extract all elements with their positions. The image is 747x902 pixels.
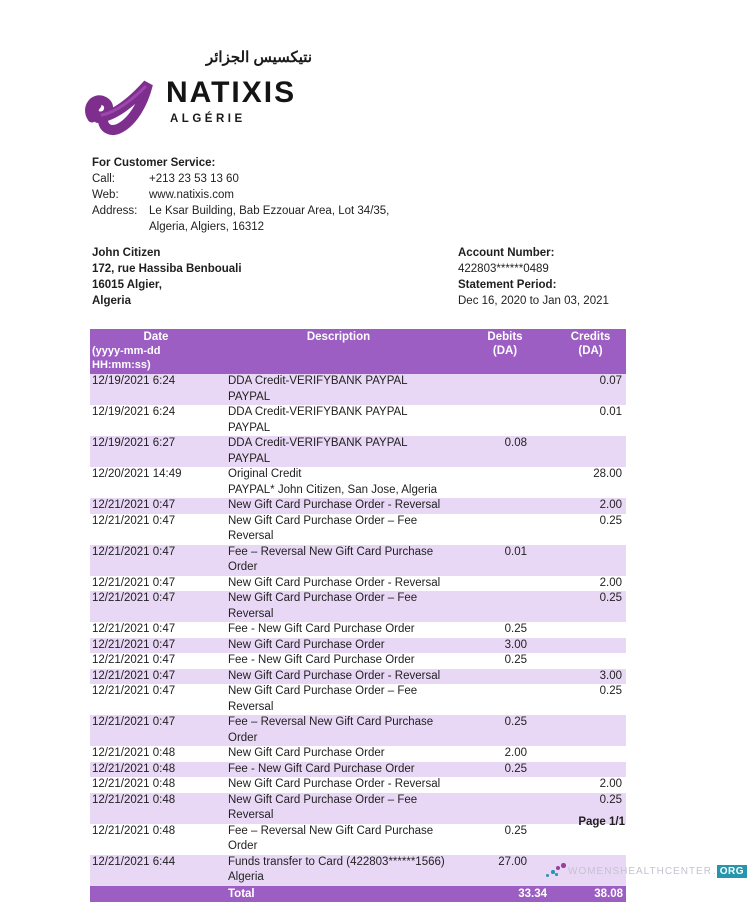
header-description: Description: [306, 331, 371, 343]
cell-description: New Gift Card Purchase Order - Reversal: [228, 499, 441, 511]
brand-region: ALGÉRIE: [170, 113, 246, 125]
cell-debit: [455, 374, 555, 405]
call-label: Call:: [92, 173, 116, 185]
cell-debit: 0.25: [504, 716, 527, 728]
table-row: [90, 436, 626, 467]
cell-description: DDA Credit-VERIFYBANK PAYPAL PAYPAL: [228, 375, 408, 403]
cell-credit: 0.07: [599, 375, 622, 387]
cell-date: 12/21/2021 0:47: [92, 499, 176, 511]
cell-credit: 0.25: [599, 793, 622, 806]
cell-credit: 0.25: [599, 685, 622, 697]
cell-date: 12/19/2021 6:24: [92, 406, 176, 418]
cell-description: New Gift Card Purchase Order: [228, 638, 385, 651]
cell-credit: [555, 436, 626, 467]
cell-description: Fee - New Gift Card Purchase Order: [228, 623, 415, 635]
table-row: [90, 777, 626, 793]
customer-address-block: [92, 245, 242, 309]
watermark-tld-badge: ORG: [717, 865, 747, 878]
table-row: [90, 715, 626, 746]
cell-credit: [555, 638, 626, 654]
watermark-text: WOMENSHEALTHCENTER: [568, 865, 712, 877]
cell-date: 12/19/2021 6:27: [92, 437, 176, 449]
cell-credit: [555, 545, 626, 576]
cell-description: New Gift Card Purchase Order – Fee Reversal: [228, 514, 418, 542]
cell-date: 12/21/2021 0:47: [92, 514, 176, 527]
total-row: [90, 886, 626, 902]
cell-debit: 3.00: [504, 638, 527, 651]
table-row: [90, 824, 626, 855]
header-debits: Debits: [487, 331, 523, 343]
total-debits: 33.34: [518, 887, 547, 900]
cell-credit: [555, 746, 626, 762]
table-body: [90, 374, 626, 886]
table-row: [90, 746, 626, 762]
cell-debit: [455, 576, 555, 592]
cell-description: New Gift Card Purchase Order - Reversal: [228, 576, 441, 589]
table-row: [90, 514, 626, 545]
table-row: [90, 653, 626, 669]
cell-debit: 27.00: [498, 855, 527, 868]
cell-debit: [455, 467, 555, 498]
cell-date: 12/21/2021 0:48: [92, 793, 176, 806]
total-credits: 38.08: [594, 887, 623, 900]
account-info-block: [458, 245, 609, 309]
cell-credit: 0.25: [599, 514, 622, 527]
cell-description: Fee – Reversal New Gift Card Purchase Order: [228, 716, 434, 744]
cell-date: 12/21/2021 0:48: [92, 747, 176, 759]
cell-debit: [455, 669, 555, 685]
cell-description: DDA Credit-VERIFYBANK PAYPAL PAYPAL: [228, 406, 408, 434]
customer-service-heading: For Customer Service:: [92, 157, 216, 169]
customer-name: John Citizen: [92, 247, 161, 259]
cell-date: 12/21/2021 0:47: [92, 654, 176, 666]
cell-debit: 0.25: [504, 824, 527, 837]
cell-date: 12/20/2021 14:49: [92, 468, 182, 480]
cell-debit: 0.25: [504, 762, 527, 775]
cell-credit: 3.00: [599, 669, 622, 682]
cell-date: 12/21/2021 0:47: [92, 685, 176, 697]
watermark-separator: .: [712, 865, 716, 877]
cell-debit: [455, 514, 555, 545]
cell-date: 12/21/2021 0:47: [92, 623, 176, 635]
cell-credit: [555, 653, 626, 669]
cell-credit: 2.00: [599, 576, 622, 589]
brand-name: NATIXIS: [166, 76, 297, 109]
customer-street: 172, rue Hassiba Benbouali: [92, 263, 242, 275]
cell-credit: 2.00: [599, 499, 622, 511]
table-header-row: [90, 329, 626, 374]
address-label: Address:: [92, 205, 138, 217]
table-row: [90, 467, 626, 498]
cell-date: 12/21/2021 0:47: [92, 716, 176, 728]
table-row: [90, 684, 626, 715]
cell-description: New Gift Card Purchase Order - Reversal: [228, 778, 441, 790]
customer-service-block: [92, 155, 389, 235]
statement-period-value: Dec 16, 2020 to Jan 03, 2021: [458, 295, 609, 307]
cell-description: Funds transfer to Card (422803******1566) Algeria: [228, 855, 445, 883]
watermark-dots-icon: [546, 862, 568, 880]
cell-date: 12/21/2021 0:47: [92, 576, 176, 589]
cell-description: DDA Credit-VERIFYBANK PAYPAL PAYPAL: [228, 437, 408, 465]
cell-debit: 2.00: [504, 747, 527, 759]
total-label: Total: [228, 887, 255, 900]
cell-description: New Gift Card Purchase Order – Fee Reversal: [228, 793, 418, 821]
header-credits-unit: (DA): [578, 345, 603, 357]
table-row: [90, 638, 626, 654]
table-row: [90, 622, 626, 638]
cell-description: New Gift Card Purchase Order – Fee Reversal: [228, 592, 418, 620]
cell-description: Fee – Reversal New Gift Card Purchase Order: [228, 824, 434, 852]
cell-date: 12/21/2021 0:47: [92, 545, 176, 558]
cell-debit: [455, 777, 555, 793]
header-date: Date: [143, 331, 169, 343]
cell-description: Original Credit PAYPAL* John Citizen, San Jose, Algeria: [228, 468, 438, 496]
cell-credit: 2.00: [599, 778, 622, 790]
account-number-value: 422803******0489: [458, 263, 549, 275]
account-number-label: Account Number:: [458, 247, 555, 259]
cell-date: 12/21/2021 6:44: [92, 855, 176, 868]
cell-description: Fee - New Gift Card Purchase Order: [228, 762, 415, 775]
cell-description: Fee - New Gift Card Purchase Order: [228, 654, 415, 666]
watermark: [546, 862, 747, 880]
cell-date: 12/21/2021 0:47: [92, 669, 176, 682]
cell-date: 12/21/2021 0:48: [92, 824, 176, 837]
cell-credit: [555, 715, 626, 746]
header-credits: Credits: [570, 331, 611, 343]
cell-credit: 0.25: [599, 592, 622, 604]
cell-description: New Gift Card Purchase Order – Fee Reversal: [228, 685, 418, 713]
cell-date: 12/21/2021 0:47: [92, 638, 176, 651]
transactions-table: [90, 329, 626, 902]
customer-country: Algeria: [92, 295, 131, 307]
natixis-brushstroke-logo-icon: [82, 76, 174, 138]
website-url: www.natixis.com: [149, 189, 234, 201]
cell-credit: [555, 824, 626, 855]
address-line-2: Algeria, Algiers, 16312: [149, 221, 265, 233]
cell-date: 12/21/2021 0:47: [92, 592, 176, 604]
table-row: [90, 762, 626, 778]
table-row: [90, 498, 626, 514]
cell-debit: [455, 684, 555, 715]
cell-debit: 0.01: [504, 545, 527, 558]
statement-period-label: Statement Period:: [458, 279, 557, 291]
cell-date: 12/19/2021 6:24: [92, 375, 176, 387]
page-number: Page 1/1: [578, 816, 625, 828]
cell-credit: [555, 762, 626, 778]
cell-debit: [455, 498, 555, 514]
brand-arabic-name: نتيكسيس الجزائر: [205, 49, 312, 66]
table-row: [90, 793, 626, 824]
header-debits-unit: (DA): [492, 345, 518, 357]
table-row: [90, 576, 626, 592]
cell-description: Fee – Reversal New Gift Card Purchase Order: [228, 545, 434, 573]
cell-credit: 28.00: [593, 468, 622, 480]
cell-credit: 0.01: [599, 406, 622, 418]
cell-description: New Gift Card Purchase Order: [228, 747, 385, 759]
customer-city: 16015 Algier,: [92, 279, 162, 291]
cell-debit: 0.25: [504, 623, 527, 635]
cell-description: New Gift Card Purchase Order - Reversal: [228, 669, 441, 682]
header-date-format: (yyyy-mm-dd HH:mm:ss): [92, 345, 161, 371]
phone-number: +213 23 53 13 60: [149, 173, 239, 185]
table-row: [90, 591, 626, 622]
cell-debit: [455, 405, 555, 436]
cell-debit: [455, 793, 555, 824]
cell-credit: [555, 622, 626, 638]
cell-debit: 0.25: [504, 654, 527, 666]
cell-debit: [455, 591, 555, 622]
table-row: [90, 545, 626, 576]
table-row: [90, 374, 626, 405]
cell-date: 12/21/2021 0:48: [92, 778, 176, 790]
web-label: Web:: [92, 189, 119, 201]
brand-block: [166, 48, 338, 125]
address-line-1: Le Ksar Building, Bab Ezzouar Area, Lot 34/35,: [149, 205, 390, 217]
table-row: [90, 669, 626, 685]
cell-debit: 0.08: [504, 437, 527, 449]
table-row: [90, 405, 626, 436]
cell-date: 12/21/2021 0:48: [92, 762, 176, 775]
